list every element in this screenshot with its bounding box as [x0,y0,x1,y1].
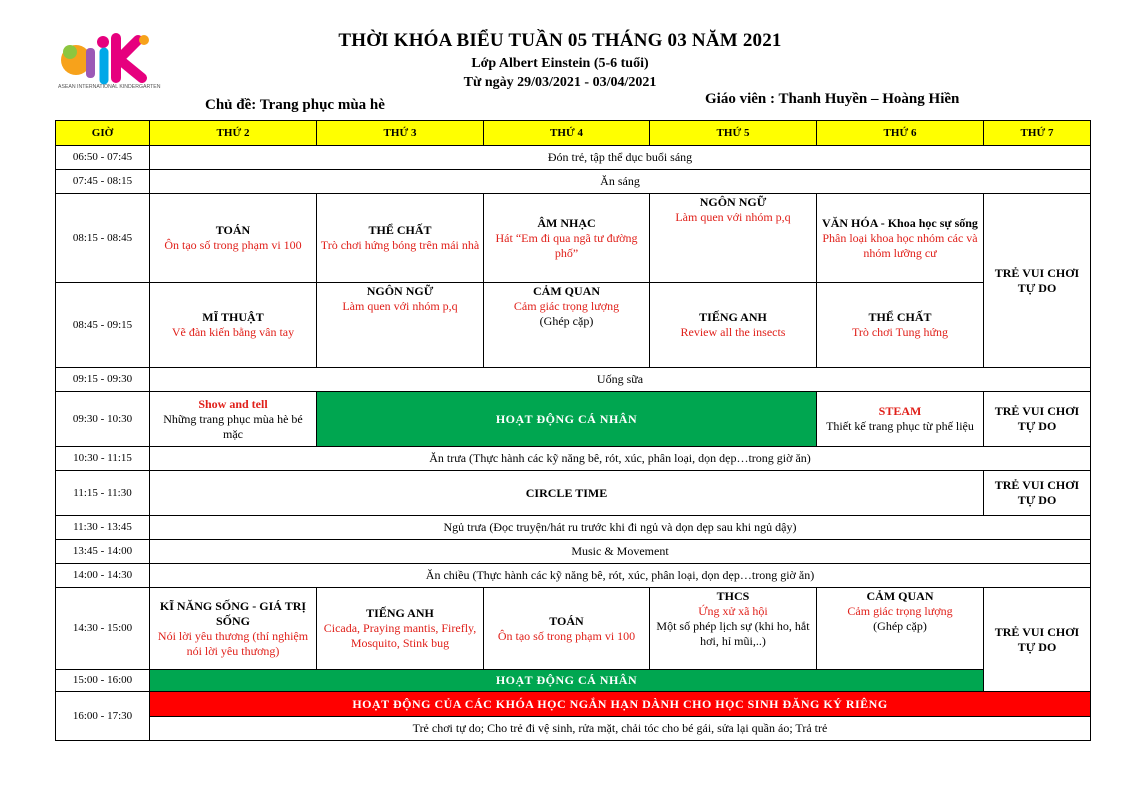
table-row [56,146,1091,170]
activity-desc: Cicada, Praying mantis, Firefly, Mosquito, Stink bug [323,621,477,650]
subject-label: TIẾNG ANH [366,606,434,620]
activity-cell [484,283,650,368]
table-row [56,392,1091,447]
activity-cell: Music & Movement [150,540,1091,564]
activity-desc: Hát “Em đi qua ngã tư đường phố” [495,230,638,260]
subject-label: KĨ NĂNG SỐNG - GIÁ TRỊ SỐNG [159,598,307,628]
activity-cell [484,588,650,670]
activity-desc: Ôn tạo số trong phạm vi 100 [497,628,636,643]
time-cell: 07:45 - 08:15 [56,170,150,194]
activity-desc: Trò chơi hứng bóng trên mái nhà [320,238,480,252]
activity-cell [817,588,984,670]
activity-desc: Ứng xử xã hội [698,604,768,618]
col-header-time: GIỜ [56,121,150,146]
table-row [56,283,1091,368]
activity-desc: Làm quen với nhóm p,q [675,210,791,224]
activity-cell: Ăn trưa (Thực hành các kỹ năng bê, rót, xúc, phân loại, dọn dẹp…trong giờ ăn) [150,447,1091,471]
subject-label: CẢM QUAN [533,284,600,298]
time-cell: 15:00 - 16:00 [56,670,150,692]
subject-label: THCS [716,589,750,603]
time-cell: 10:30 - 11:15 [56,447,150,471]
activity-desc: Những trang phục mùa hè bé mặc [163,411,303,441]
free-play-cell: TRẺ VUI CHƠI TỰ DO [984,588,1091,692]
table-row [56,368,1091,392]
col-header-sat: THỨ 7 [984,121,1091,146]
col-header-mon: THỨ 2 [150,121,317,146]
short-courses-cell: HOẠT ĐỘNG CỦA CÁC KHÓA HỌC NGẮN HẠN DÀNH CHO HỌC SINH ĐĂNG KÝ RIÊNG [150,692,1091,717]
activity-cell [317,588,484,670]
activity-cell [650,194,817,283]
subject-label: CẢM QUAN [866,589,934,603]
col-header-fri: THỨ 6 [817,121,984,146]
logo-caption: ASEAN INTERNATIONAL KINDERGARTEN [58,84,161,90]
free-play-cell: TRẺ VUI CHƠI TỰ DO [984,392,1091,447]
activity-cell: Trẻ chơi tự do; Cho trẻ đi vệ sinh, rửa mặt, chải tóc cho bé gái, sửa lại quần áo; Trả trẻ [150,717,1091,741]
table-row [56,717,1091,741]
activity-desc: Vẽ đàn kiến bằng vân tay [171,325,295,339]
aik-logo [56,30,168,100]
header-row [56,121,1091,146]
activity-cell [317,283,484,368]
time-cell: 08:45 - 09:15 [56,283,150,368]
subject-label: TOÁN [215,223,251,237]
activity-cell: Ngủ trưa (Đọc truyện/hát ru trước khi đi ngủ và dọn dẹp sau khi ngủ dậy) [150,516,1091,540]
activity-cell: Đón trẻ, tập thể dục buổi sáng [150,146,1091,170]
time-cell: 11:15 - 11:30 [56,471,150,516]
subject-label: ÂM NHẠC [537,215,596,230]
timetable [55,120,1091,741]
subject-label: NGÔN NGỮ [366,284,434,298]
time-cell: 11:30 - 13:45 [56,516,150,540]
time-cell: 14:30 - 15:00 [56,588,150,670]
activity-cell: Ăn sáng [150,170,1091,194]
activity-desc: Cảm giác trọng lượng [513,299,620,313]
date-range: Từ ngày 29/03/2021 - 03/04/2021 [463,75,657,90]
personal-activity-cell: HOẠT ĐỘNG CÁ NHÂN [150,670,984,692]
personal-activity-cell: HOẠT ĐỘNG CÁ NHÂN [317,392,817,447]
activity-cell [650,283,817,368]
activity-cell [817,392,984,447]
subject-label: Show and tell [198,396,268,411]
activity-cell: Uống sữa [150,368,1091,392]
activity-cell [317,194,484,283]
activity-cell [150,588,317,670]
subject-label: THỂ CHẤT [868,310,932,324]
teacher-label: Giáo viên : Thanh Huyền – Hoàng Hiền [705,91,960,107]
activity-desc: Cảm giác trọng lượng [847,604,953,618]
table-row [56,170,1091,194]
activity-cell [484,194,650,283]
time-cell: 13:45 - 14:00 [56,540,150,564]
subject-label: THỂ CHẤT [368,223,432,237]
class-name: Lớp Albert Einstein (5-6 tuổi) [471,56,649,71]
activity-cell: Ăn chiều (Thực hành các kỹ năng bê, rót, xúc, phân loại, dọn dẹp…trong giờ ăn) [150,564,1091,588]
activity-desc: Phân loại khoa học nhóm các và nhóm lưỡng cư [822,230,978,260]
free-play-cell: TRẺ VUI CHƠI TỰ DO [984,194,1091,368]
activity-cell [650,588,817,670]
activity-note: (Ghép cặp) [539,314,594,328]
circle-time-cell: CIRCLE TIME [150,471,984,516]
activity-desc: Review all the insects [680,325,786,339]
time-cell: 09:15 - 09:30 [56,368,150,392]
table-row [56,516,1091,540]
table-row [56,564,1091,588]
time-cell: 08:15 - 08:45 [56,194,150,283]
subject-label: STEAM [878,404,922,418]
table-row [56,692,1091,717]
table-row [56,588,1091,670]
table-row [56,194,1091,283]
activity-cell [817,283,984,368]
time-cell: 14:00 - 14:30 [56,564,150,588]
activity-cell [817,194,984,283]
table-row [56,540,1091,564]
page-title: THỜI KHÓA BIỂU TUẦN 05 THÁNG 03 NĂM 2021 [338,30,782,51]
activity-note: Một số phép lịch sự (khi ho, hắt hơi, hỉ mũi,..) [656,619,810,648]
time-cell: 16:00 - 17:30 [56,692,150,741]
subject-label: NGÔN NGỮ [699,195,767,209]
subject-label: TIẾNG ANH [699,310,767,324]
activity-desc: Trò chơi Tung hứng [851,325,949,339]
activity-desc: Làm quen với nhóm p,q [342,299,458,313]
activity-cell [150,194,317,283]
activity-cell [150,283,317,368]
time-cell: 09:30 - 10:30 [56,392,150,447]
subject-label: VĂN HÓA - Khoa học sự sống [822,215,978,230]
table-row [56,447,1091,471]
activity-cell [150,392,317,447]
theme-label: Chủ đề: Trang phục mùa hè [205,97,385,113]
col-header-thu: THỨ 5 [650,121,817,146]
subject-label: MĨ THUẬT [202,310,264,324]
activity-desc: Nói lời yêu thương (thí nghiệm nói lời yêu thương) [157,628,309,658]
subject-label: TOÁN [549,613,584,628]
free-play-cell: TRẺ VUI CHƠI TỰ DO [984,471,1091,516]
activity-note: (Ghép cặp) [873,619,927,633]
activity-desc: Ôn tạo số trong phạm vi 100 [164,238,302,252]
table-row [56,471,1091,516]
col-header-wed: THỨ 4 [484,121,650,146]
time-cell: 06:50 - 07:45 [56,146,150,170]
col-header-tue: THỨ 3 [317,121,484,146]
activity-desc: Thiết kế trang phục từ phế liệu [826,419,974,433]
table-row [56,670,1091,692]
